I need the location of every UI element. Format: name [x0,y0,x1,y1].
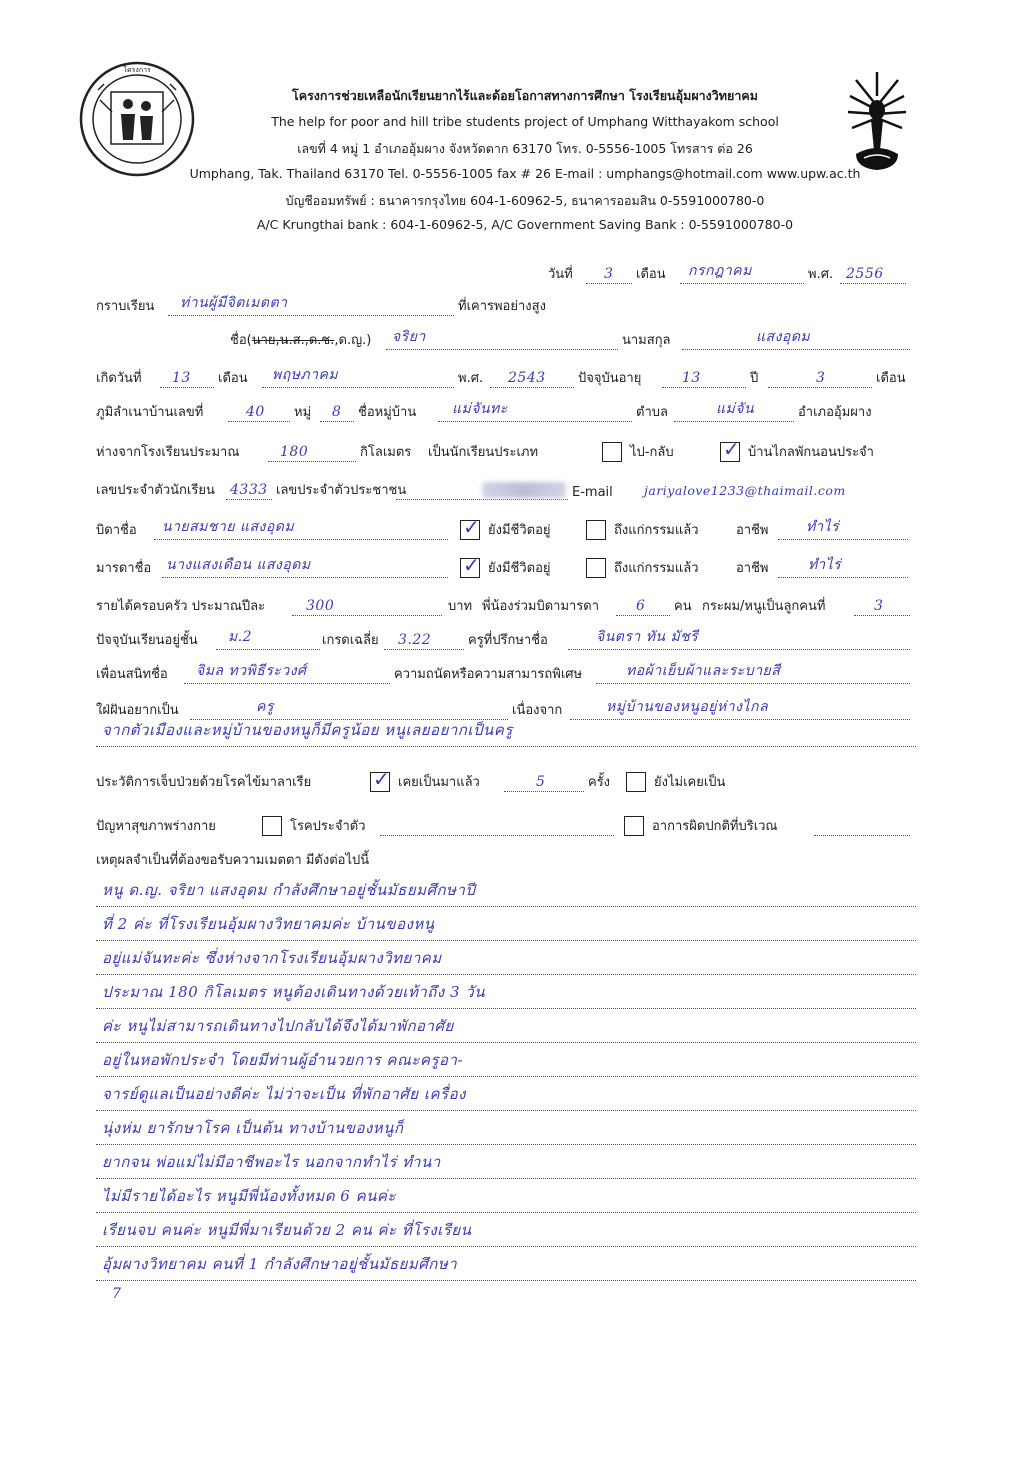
mother-alive-label: ยังมีชีวิตอยู่ [488,561,551,576]
mother-job-value: ทำไร่ [808,557,842,573]
birth-order-label: กระผม/หนูเป็นลูกคนที่ [702,599,826,614]
birth-month-label: เดือน [218,371,248,386]
distance-row [96,437,916,466]
id-row [96,478,916,504]
surname-value: แสงอุดม [756,329,811,345]
age-years-label: ปี [750,371,759,386]
income-label: รายได้ครอบครัว ประมาณปีละ [96,599,266,614]
address-row [96,400,916,426]
reason-line: อุ้มผางวิทยาคม คนที่ 1 กำลังศึกษาอยู่ชั้นมัธยมศึกษา [96,1250,916,1281]
reason-heading-row [96,848,916,874]
moo-value: 8 [332,404,342,420]
friend-label: เพื่อนสนิทชื่อ [96,667,168,682]
age-months-label: เดือน [876,371,906,386]
gpa-value: 3.22 [398,632,432,648]
skill-value: ทอผ้าเย็บผ้าและระบายสี [626,663,781,679]
name-value: จริยา [392,329,426,345]
reason-line: เรียนจบ คนค่ะ หนูมีพี่มาเรียนด้วย 2 คน ค่ะ ที่โรงเรียน [96,1216,916,1247]
email-label: E-mail [572,485,613,500]
reason-line: ยากจน พ่อแม่ไม่มีอาชีพอะไร นอกจากทำไร่ ทำนา [96,1148,916,1179]
friend-row [96,662,916,688]
citizen-id-label: เลขประจำตัวประชาชน [276,483,407,498]
malaria-times-label: ครั้ง [588,775,611,790]
student-type-label: เป็นนักเรียนประเภท [428,445,539,460]
father-deceased-checkbox[interactable] [586,520,606,540]
advisor-value: จินตรา ทัน มัชรี [596,629,699,645]
reason-heading: เหตุผลจำเป็นที่ต้องขอรับความเมตตา มีดังต่อไปนี้ [96,853,370,868]
dream-reason-row2 [96,716,916,747]
salutation-label: กราบเรียน [96,299,155,314]
salutation-value: ท่านผู้มีจิตเมตตา [180,295,288,311]
birth-month-value: พฤษภาคม [272,367,339,383]
day-student-checkbox[interactable] [602,442,622,462]
father-label: บิดาชื่อ [96,523,137,538]
malaria-label: ประวัติการเจ็บป่วยด้วยโรคไข้มาลาเรีย [96,775,312,790]
moo-label: หมู่ [294,405,312,420]
skill-label: ความถนัดหรือความสามารถพิเศษ [394,667,583,682]
birth-order-value: 3 [874,598,884,614]
bank-accounts-english: A/C Krungthai bank : 604-1-60962-5, A/C Government Saving Bank : 0-5591000780-0 [256,217,794,232]
svg-text:โครงการ: โครงการ [123,66,151,74]
dream-value: ครู [256,699,274,715]
boarding-student-label: บ้านไกลพักนอนประจำ [748,445,874,460]
distance-value: 180 [280,444,309,460]
reason-line: อยู่แม่จันทะค่ะ ซึ่งห่างจากโรงเรียนอุ้มผางวิทยาคม [96,944,916,975]
chronic-disease-label: โรคประจำตัว [290,819,366,834]
subdistrict-label: ตำบล [636,405,668,420]
mother-job-label: อาชีพ [736,561,769,576]
email-value: jariyalove1233@thaimail.com [644,483,846,498]
mother-alive-checkbox[interactable]: ✓ [460,558,480,578]
reason-line: หนู ด.ญ. จริยา แสงอุดม กำลังศึกษาอยู่ชั้นมัธยมศึกษาปี [96,876,916,907]
dream-reason-line1: หมู่บ้านของหนูอยู่ห่างไกล [606,699,769,715]
birth-row [96,366,916,392]
grade-value: ม.2 [228,629,253,645]
distance-label: ห่างจากโรงเรียนประมาณ [96,445,240,460]
boarding-student-checkbox[interactable]: ✓ [720,442,740,462]
dream-reason-label: เนื่องจาก [512,703,563,718]
father-alive-label: ยังมีชีวิตอยู่ [488,523,551,538]
mother-deceased-label: ถึงแก่กรรมแล้ว [614,561,699,576]
date-year-label: พ.ศ. [808,267,834,282]
malaria-never-label: ยังไม่เคยเป็น [654,775,726,790]
day-student-label: ไป-กลับ [630,445,674,460]
date-day-label: วันที่ [548,267,573,282]
advisor-label: ครูที่ปรึกษาชื่อ [468,633,548,648]
school-address-thai: เลขที่ 4 หมู่ 1 อำเภออุ้มผาง จังหวัดตาก 63170 โทร. 0-5556-1005 โทรสาร ต่อ 26 [297,141,753,156]
reason-line: ที่ 2 ค่ะ ที่โรงเรียนอุ้มผางวิทยาคมค่ะ บ้านของหนู [96,910,916,941]
date-row [96,262,916,288]
income-value: 300 [306,598,335,614]
age-years-value: 13 [682,370,701,386]
reason-line: ค่ะ หนูไม่สามารถเดินทางไปกลับได้จึงได้มาพักอาศัย [96,1012,916,1043]
chronic-disease-checkbox[interactable] [262,816,282,836]
student-id-value: 4333 [230,482,268,498]
mother-deceased-checkbox[interactable] [586,558,606,578]
father-job-value: ทำไร่ [806,519,840,535]
subdistrict-value: แม่จัน [716,401,755,417]
abnormal-symptom-label: อาการผิดปกติที่บริเวณ [652,819,778,834]
father-row [96,515,916,544]
birth-day-label: เกิดวันที่ [96,371,142,386]
bank-accounts-thai: บัญชีออมทรัพย์ : ธนาคารกรุงไทย 604-1-60962-5, ธนาคารออมสิน 0-5591000780-0 [285,193,765,208]
house-value: 40 [246,404,265,420]
salutation-row [96,294,916,320]
reason-line: ประมาณ 180 กิโลเมตร หนูต้องเดินทางด้วยเท้าถึง 3 วัน [96,978,916,1009]
friend-value: จิมล ทวพิธีระวงศ์ [196,663,307,679]
health-row [96,814,916,840]
health-label: ปัญหาสุขภาพร่างกาย [96,819,216,834]
mother-label: มารดาชื่อ [96,561,152,576]
reason-continuation-mark: 7 [112,1286,122,1302]
malaria-never-checkbox[interactable] [626,772,646,792]
name-label: ชื่อ(นาย,น.ส.,ด.ช.,ด.ญ.) [230,333,372,348]
reason-line: นุ่งห่ม ยารักษาโรค เป็นต้น ทางบ้านของหนูก็ [96,1114,916,1145]
school-contact-english: Umphang, Tak. Thailand 63170 Tel. 0-5556-1005 fax # 26 E-mail : umphangs@hotmail.com www.upw.ac.th [189,166,861,181]
age-label: ปัจจุบันอายุ [578,371,642,386]
income-currency: บาท [448,599,473,614]
district-label: อำเภออุ้มผาง [798,405,872,420]
surname-label: นามสกุล [622,333,671,348]
dream-reason-line2: จากตัวเมืองและหมู่บ้านของหนูก็มีครูน้อย หนูเลยอยากเป็นครู [102,721,513,739]
date-day-value: 3 [604,266,614,282]
date-month-label: เดือน [636,267,666,282]
income-row [96,594,916,620]
siblings-label: พี่น้องร่วมบิดามารดา [482,599,600,614]
date-month-value: กรกฎาคม [688,263,752,279]
reason-line: จารย์ดูแลเป็นอย่างดีค่ะ ไม่ว่าจะเป็น ที่พักอาศัย เครื่อง [96,1080,916,1111]
malaria-row [96,767,916,796]
village-value: แม่จันทะ [452,401,508,417]
salutation-suffix: ที่เคารพอย่างสูง [458,299,546,314]
gpa-label: เกรดเฉลี่ย [322,633,379,648]
father-job-label: อาชีพ [736,523,769,538]
reason-line: อยู่ในหอพักประจำ โดยมีท่านผู้อำนวยการ คณะครูอา- [96,1046,916,1077]
age-months-value: 3 [816,370,826,386]
distance-unit: กิโลเมตร [360,445,412,460]
grade-label: ปัจจุบันเรียนอยู่ชั้น [96,633,198,648]
project-title-english: The help for poor and hill tribe students project of Umphang Witthayakom school [271,114,779,129]
study-row [96,628,916,654]
father-deceased-label: ถึงแก่กรรมแล้ว [614,523,699,538]
reason-line: ไม่มีรายได้อะไร หนูมีพี่น้องทั้งหมด 6 คนค่ะ [96,1182,916,1213]
birth-year-value: 2543 [508,370,546,386]
date-year-value: 2556 [846,266,884,282]
citizen-id-redacted [482,482,566,498]
house-label: ภูมิลำเนาบ้านเลขที่ [96,405,204,420]
siblings-value: 6 [636,598,646,614]
birth-year-label: พ.ศ. [458,371,484,386]
student-id-label: เลขประจำตัวนักเรียน [96,483,215,498]
project-title-thai: โครงการช่วยเหลือนักเรียนยากไร้และด้อยโอกาสทางการศึกษา โรงเรียนอุ้มผางวิทยาคม [292,88,758,103]
father-name-value: นายสมชาย แสงอุดม [162,519,295,535]
malaria-times-value: 5 [536,774,546,790]
village-label: ชื่อหมู่บ้าน [358,405,417,420]
malaria-had-label: เคยเป็นมาแล้ว [398,775,480,790]
father-alive-checkbox[interactable]: ✓ [460,520,480,540]
birth-day-value: 13 [172,370,191,386]
siblings-unit: คน [674,599,692,614]
dream-label: ใฝ่ฝันอยากเป็น [96,703,179,718]
mother-name-value: นางแสงเดือน แสงอุดม [166,557,311,573]
abnormal-symptom-checkbox[interactable] [624,816,644,836]
name-row [96,328,916,354]
malaria-had-checkbox[interactable]: ✓ [370,772,390,792]
mother-row [96,553,916,582]
